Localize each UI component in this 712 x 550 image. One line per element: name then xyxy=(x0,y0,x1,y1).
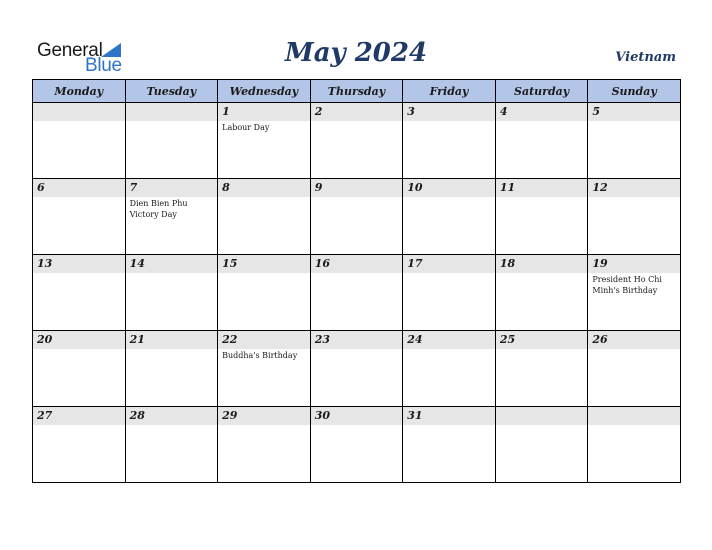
day-number: 3 xyxy=(403,103,495,121)
day-number: 27 xyxy=(33,407,125,425)
day-number: 30 xyxy=(311,407,403,425)
day-number xyxy=(588,407,680,425)
day-cell xyxy=(33,255,126,331)
weekday-header-sunday: Sunday xyxy=(588,80,681,103)
day-number: 11 xyxy=(496,179,588,197)
day-cell xyxy=(495,179,588,255)
day-number: 13 xyxy=(33,255,125,273)
day-number: 6 xyxy=(33,179,125,197)
day-number xyxy=(126,103,218,121)
day-number: 18 xyxy=(496,255,588,273)
day-cell xyxy=(403,179,496,255)
day-cell xyxy=(310,103,403,179)
day-number: 19 xyxy=(588,255,680,273)
day-number xyxy=(33,103,125,121)
day-cell xyxy=(218,255,311,331)
day-cell xyxy=(310,179,403,255)
day-cell xyxy=(218,179,311,255)
day-number: 14 xyxy=(126,255,218,273)
day-cell xyxy=(125,255,218,331)
week-row xyxy=(33,407,681,483)
day-number: 15 xyxy=(218,255,310,273)
day-number: 23 xyxy=(311,331,403,349)
day-number: 16 xyxy=(311,255,403,273)
weekday-header-monday: Monday xyxy=(33,80,126,103)
day-cell xyxy=(495,255,588,331)
day-number: 21 xyxy=(126,331,218,349)
week-row xyxy=(33,255,681,331)
day-cell xyxy=(588,103,681,179)
day-number: 1 xyxy=(218,103,310,121)
holiday-label: Labour Day xyxy=(222,123,270,132)
day-number xyxy=(496,407,588,425)
empty-day-cell xyxy=(495,407,588,483)
day-cell xyxy=(310,255,403,331)
day-cell xyxy=(125,179,218,255)
day-number: 25 xyxy=(496,331,588,349)
country-label: Vietnam xyxy=(615,50,676,65)
weekday-header-saturday: Saturday xyxy=(495,80,588,103)
day-cell xyxy=(495,331,588,407)
day-cell xyxy=(588,255,681,331)
empty-day-cell xyxy=(588,407,681,483)
day-cell xyxy=(33,331,126,407)
day-cell xyxy=(588,331,681,407)
day-cell xyxy=(495,103,588,179)
day-cell xyxy=(218,103,311,179)
holiday-label: Dien Bien Phu Victory Day xyxy=(129,199,188,219)
day-cell xyxy=(403,331,496,407)
weekday-header-tuesday: Tuesday xyxy=(125,80,218,103)
weekday-header-row xyxy=(33,80,681,103)
day-cell xyxy=(403,407,496,483)
day-cell xyxy=(310,407,403,483)
weekday-header-thursday: Thursday xyxy=(310,80,403,103)
empty-day-cell xyxy=(33,103,126,179)
day-cell xyxy=(310,331,403,407)
day-cell xyxy=(218,407,311,483)
day-number: 5 xyxy=(588,103,680,121)
day-number: 7 xyxy=(126,179,218,197)
calendar-grid xyxy=(32,79,681,483)
day-cell xyxy=(125,407,218,483)
day-cell xyxy=(218,331,311,407)
day-number: 28 xyxy=(126,407,218,425)
day-number: 17 xyxy=(403,255,495,273)
day-number: 24 xyxy=(403,331,495,349)
day-number: 2 xyxy=(311,103,403,121)
day-number: 12 xyxy=(588,179,680,197)
day-number: 31 xyxy=(403,407,495,425)
day-cell xyxy=(33,179,126,255)
day-number: 20 xyxy=(33,331,125,349)
day-cell xyxy=(403,103,496,179)
day-cell xyxy=(125,331,218,407)
day-number: 9 xyxy=(311,179,403,197)
holiday-label: President Ho Chi Minh's Birthday xyxy=(592,275,662,295)
logo-text-blue: Blue xyxy=(85,55,122,76)
logo-text-general: General xyxy=(37,40,103,61)
day-cell xyxy=(33,407,126,483)
day-number: 8 xyxy=(218,179,310,197)
week-row xyxy=(33,179,681,255)
week-row xyxy=(33,103,681,179)
empty-day-cell xyxy=(125,103,218,179)
weekday-header-friday: Friday xyxy=(403,80,496,103)
day-number: 26 xyxy=(588,331,680,349)
day-number: 29 xyxy=(218,407,310,425)
day-number: 4 xyxy=(496,103,588,121)
day-number: 22 xyxy=(218,331,310,349)
day-cell xyxy=(403,255,496,331)
holiday-label: Buddha's Birthday xyxy=(222,351,298,360)
weekday-header-wednesday: Wednesday xyxy=(218,80,311,103)
day-number: 10 xyxy=(403,179,495,197)
calendar-title: May 2024 xyxy=(284,38,428,68)
day-cell xyxy=(588,179,681,255)
week-row xyxy=(33,331,681,407)
